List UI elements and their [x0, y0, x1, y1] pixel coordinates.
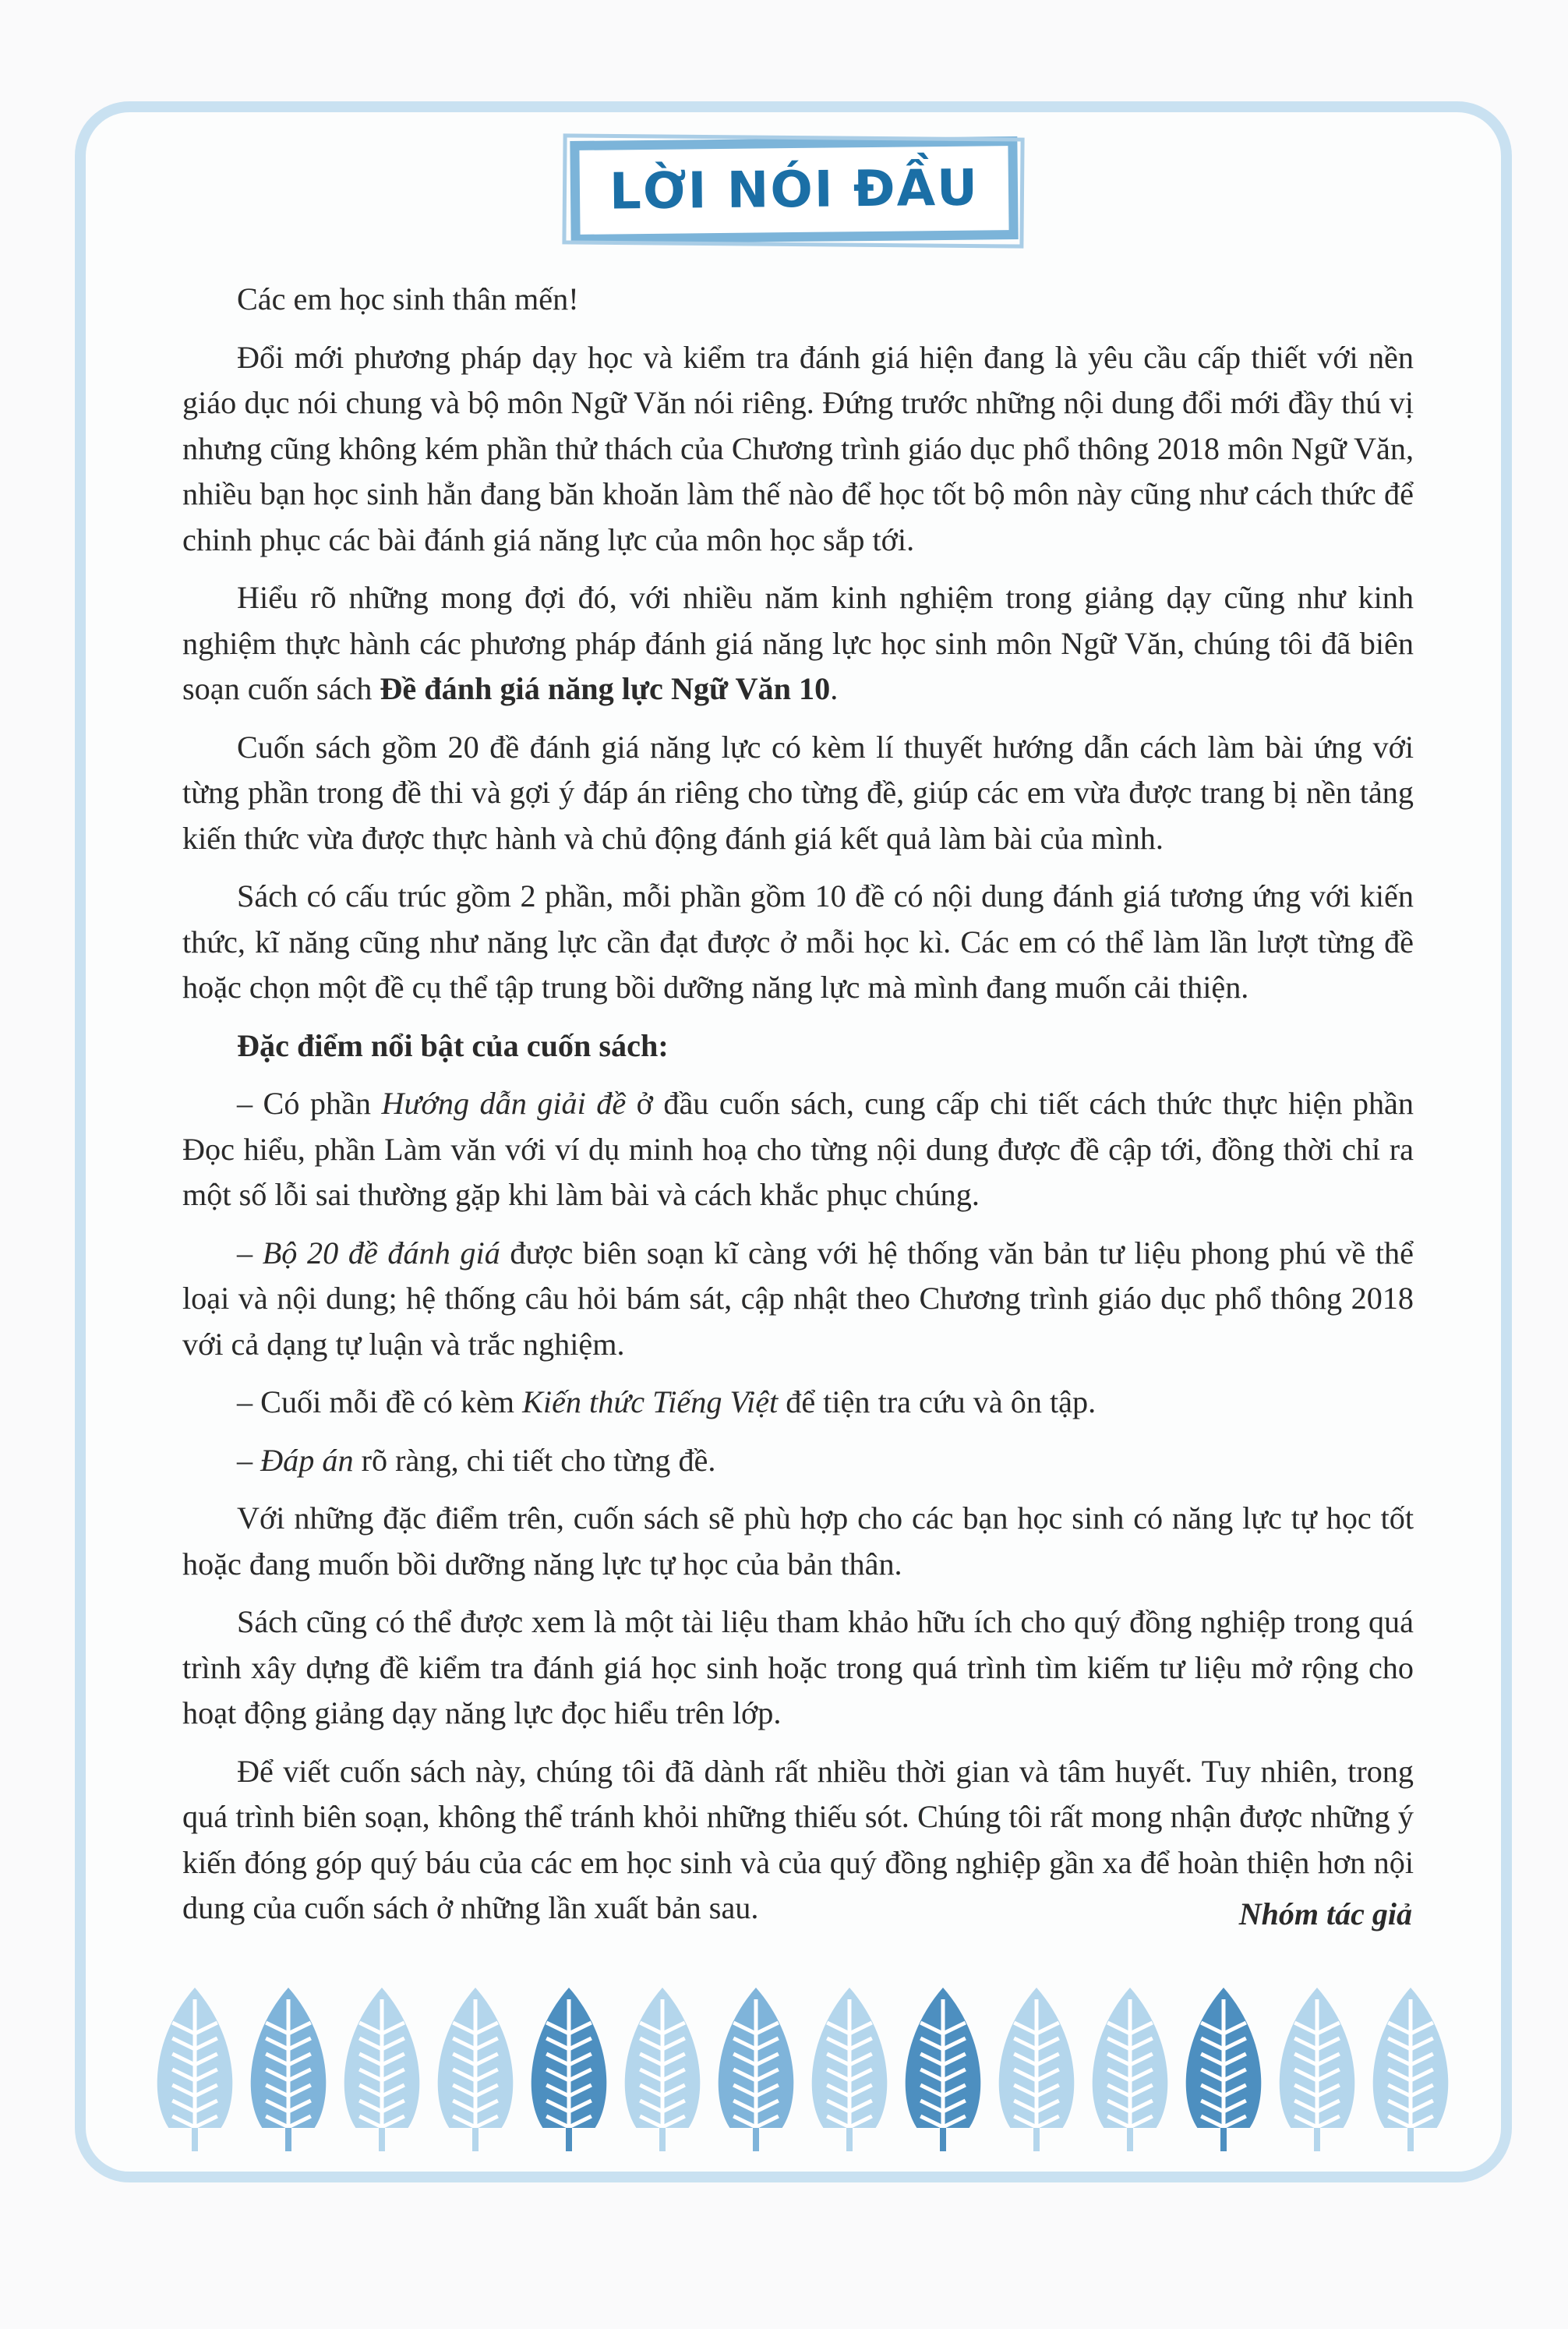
paragraph-7: Để viết cuốn sách này, chúng tôi đã dành rất nhiều thời gian và tâm huyết. Tuy nhiên, trong quá trình biên soạn, không thể tránh khỏi những thiếu sót. Chúng tôi rất mong nhận được những ý kiến đóng góp quý báu của các em học sinh và của quý đồng nghiệp gần xa để hoàn thiện hơn nội dung của cuốn sách ở những lần xuất bản sau.	[182, 1753, 1414, 1925]
paragraph-4: Sách có cấu trúc gồm 2 phần, mỗi phần gồm 10 đề có nội dung đánh giá tương ứng với kiến thức, kĩ năng cũng như năng lực cần đạt được ở mỗi học kì. Các em có thể làm lần lượt từng đề hoặc chọn một đề cụ thể tập trung bồi dưỡng năng lực mà mình đang muốn cải thiện.	[182, 878, 1414, 1005]
tree-icon	[251, 1988, 327, 2151]
paragraph-1: Đổi mới phương pháp dạy học và kiểm tra đánh giá hiện đang là yêu cầu cấp thiết với nền giáo dục nói chung và bộ môn Ngữ Văn nói riêng. Đứng trước những nội dung đổi mới đầy thú vị nhưng cũng không kém phần thử thách của Chương trình giáo dục phổ thông 2018 môn Ngữ Văn, nhiều bạn học sinh hẳn đang băn khoăn làm thế nào để học tốt bộ môn này cũng như cách thức để chinh phục các bài đánh giá năng lực của môn học sắp tới.	[182, 339, 1414, 557]
paragraph-5: Với những đặc điểm trên, cuốn sách sẽ phù hợp cho các bạn học sinh có năng lực tự học tốt hoặc đang muốn bồi dưỡng năng lực tự học của bản thân.	[182, 1500, 1414, 1582]
tree-icon	[1093, 1988, 1168, 2151]
feature-1: – Có phần Hướng dẫn giải đề ở đầu cuốn sách, cung cấp chi tiết cách thức thực hiện phần Đọc hiểu, phần Làm văn với ví dụ minh hoạ cho từng nội dung được đề cập tới, đồng thời chỉ ra một số lỗi sai thường gặp khi làm bài và cách khắc phục chúng.	[182, 1086, 1414, 1212]
tree-icon	[812, 1988, 888, 2151]
paragraph-3: Cuốn sách gồm 20 đề đánh giá năng lực có kèm lí thuyết hướng dẫn cách làm bài ứng với từng phần trong đề thi và gợi ý đáp án riêng cho từng đề, giúp các em vừa được trang bị nền tảng kiến thức vừa được thực hành và chủ động đánh giá kết quả làm bài của mình.	[182, 729, 1414, 856]
feature-2: – Bộ 20 đề đánh giá được biên soạn kĩ càng với hệ thống văn bản tư liệu phong phú về thể loại và nội dung; hệ thống câu hỏi bám sát, cập nhật theo Chương trình giáo dục phổ thông 2018 với cả dạng tự luận và trắc nghiệm.	[182, 1235, 1414, 1362]
tree-icon	[531, 1988, 607, 2151]
tree-icon	[999, 1988, 1075, 2151]
tree-icon	[1186, 1988, 1262, 2151]
title-box	[570, 136, 1018, 244]
tree-icon	[1280, 1988, 1355, 2151]
feature-4: – Đáp án rõ ràng, chi tiết cho từng đề.	[237, 1442, 716, 1478]
paragraph-2: Hiểu rõ những mong đợi đó, với nhiều năm kinh nghiệm trong giảng dạy cũng như kinh nghiệm thực hành các phương pháp đánh giá năng lực học sinh môn Ngữ Văn, chúng tôi đã biên soạn cuốn sách Đề đánh giá năng lực Ngữ Văn 10.	[182, 580, 1414, 706]
tree-icon	[1373, 1988, 1449, 2151]
paragraph-6: Sách cũng có thể được xem là một tài liệu tham khảo hữu ích cho quý đồng nghiệp trong quá trình xây dựng đề kiểm tra đánh giá học sinh hoặc trong quá trình tìm kiếm tư liệu mở rộng cho hoạt động giảng dạy năng lực đọc hiểu trên lớp.	[182, 1604, 1414, 1730]
greeting: Các em học sinh thân mến!	[237, 281, 579, 316]
tree-decoration	[148, 1980, 1457, 2159]
tree-icon	[157, 1988, 233, 2151]
book-title: Đề đánh giá năng lực Ngữ Văn 10	[380, 671, 831, 706]
preface-body	[182, 277, 1414, 1944]
tree-icon	[906, 1988, 981, 2151]
tree-icon	[344, 1988, 420, 2151]
page-title: LỜI NÓI ĐẦU	[609, 159, 980, 221]
tree-icon	[438, 1988, 514, 2151]
feature-3: – Cuối mỗi đề có kèm Kiến thức Tiếng Việt để tiện tra cứu và ôn tập.	[237, 1384, 1097, 1419]
tree-icon	[625, 1988, 701, 2151]
signature: Nhóm tác giả	[1238, 1896, 1412, 1931]
tree-icon	[719, 1988, 794, 2151]
features-heading: Đặc điểm nổi bật của cuốn sách:	[237, 1027, 669, 1063]
